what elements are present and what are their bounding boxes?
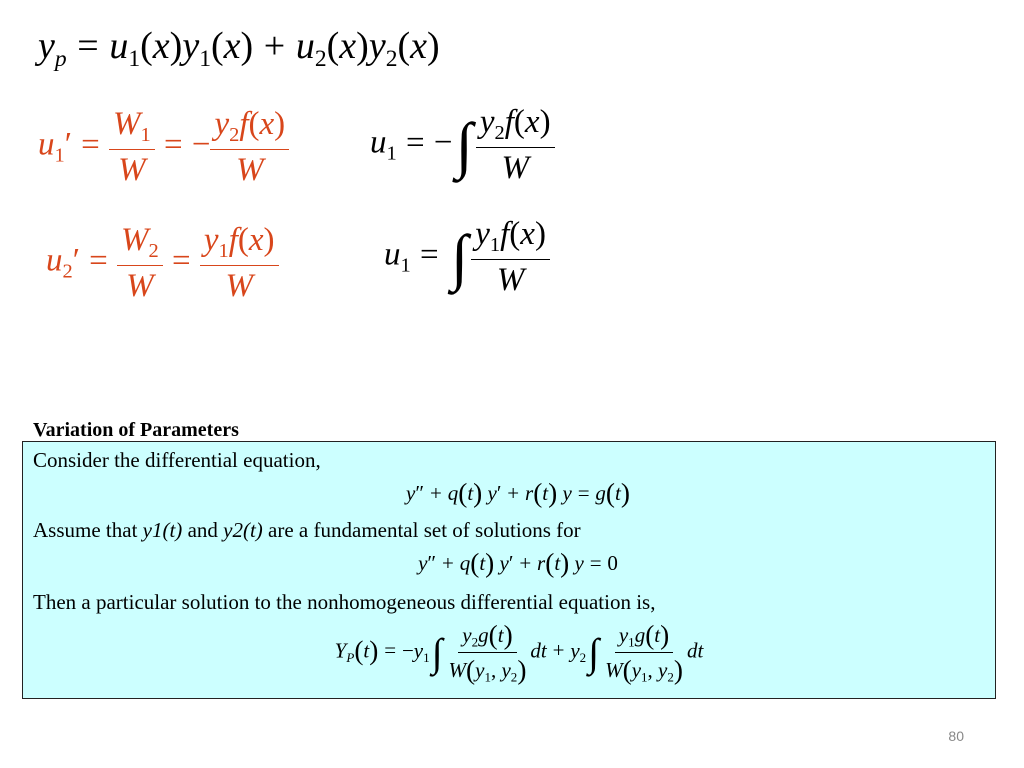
homogeneous-equation: y″ + q(t) y′ + r(t) y = 0 — [418, 548, 618, 578]
box-line-consider: Consider the differential equation, — [33, 448, 321, 472]
u1-integral-formula: $u_1$ = −∫ $\frac{y_2f(x)}{W}$ — [370, 104, 555, 186]
particular-solution-formula: $y_p = u_1(x)y_1(x) + u_2(x)y_2(x)$ — [38, 25, 440, 73]
differential-equation: y″ + q(t) y′ + r(t) y = g(t) — [406, 478, 630, 508]
box-line-then: Then a particular solution to the nonhomogeneous differential equation is, — [33, 590, 656, 614]
box-line-assume: Assume that y1(t) and y2(t) are a fundamental set of solutions for — [33, 518, 581, 542]
variation-of-parameters-box — [22, 441, 996, 699]
page-number: 80 — [948, 728, 964, 744]
u2-integral-formula: $u_1$ = ∫ $\frac{y_1f(x)}{W}$ — [384, 216, 550, 298]
particular-solution-integral-formula: $Y_P(t) = -y_1\int$ $\frac{y_2g(t)}{W(y_1, y_2)}$ dt + $y_2\int$ $\frac{y_1g(t)}{W(y_1, y_2)}$ dt — [334, 620, 704, 686]
u2-prime-formula: $u_2'$ = $\frac{W_2}{W}$ = $\frac{y_1f(x)}{W}$ — [46, 222, 279, 304]
u1-prime-formula: $u_1'$ = $\frac{W_1}{W}$ = − $\frac{y_2f(x)}{W}$ — [38, 106, 289, 188]
box-title: Variation of Parameters — [33, 419, 239, 441]
